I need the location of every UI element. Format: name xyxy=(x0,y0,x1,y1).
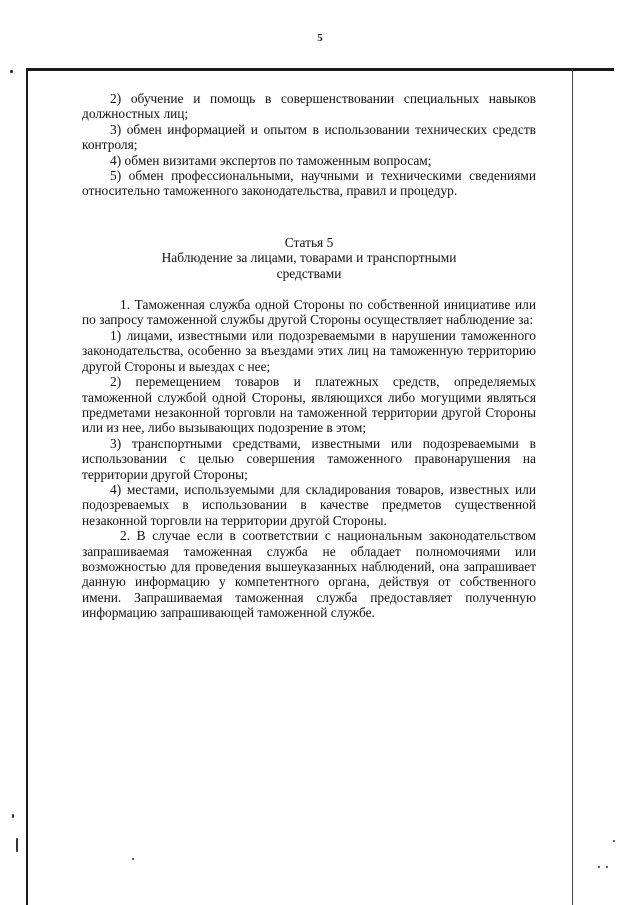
scan-speck xyxy=(10,70,13,73)
frame-right-border xyxy=(572,68,573,905)
scan-speck xyxy=(606,866,608,868)
frame-left-border xyxy=(26,68,28,905)
scan-speck xyxy=(598,866,600,868)
paragraph-1-item: 4) местами, используемыми для складирования товаров, известных или подозреваемых в использовании в качестве предметов существенной незаконной торговли на территории другой Стороны. xyxy=(82,481,536,528)
list-item: 5) обмен профессиональными, научными и техническими сведениями относительно таможенного законодательства, правил и процедур. xyxy=(82,168,536,199)
scan-speck xyxy=(132,858,134,860)
document-body xyxy=(82,91,536,621)
list-item: 2) обучение и помощь в совершенствовании специальных навыков должностных лиц; xyxy=(82,91,536,122)
paragraph-2: 2. В случае если в соответствии с национальным законодательством запрашиваемая таможенная служба не обладает полномочиями или возможностью для проведения вышеуказанных наблюдений, она запрашивает данную информацию у компетентного органа, действуя от собственного имени. Запрашиваемая таможенная служба предоставляет полученную информацию запрашивающей таможенной службе. xyxy=(82,528,536,621)
paragraph-1-item: 3) транспортными средствами, известными или подозреваемыми в использовании с целью совершения таможенного правонарушения на территории другой Стороны; xyxy=(82,435,536,482)
article-number: Статья 5 xyxy=(284,234,334,250)
list-item: 4) обмен визитами экспертов по таможенным вопросам; xyxy=(110,152,432,168)
paragraph-1-item: 2) перемещением товаров и платежных средств, определяемых таможенной службой одной Стороны, являющихся либо могущими являться предметами незаконной торговли на таможенной территории другой Стороны или из нее, либо вызывающих подозрение в этом; xyxy=(82,374,536,436)
list-item: 3) обмен информацией и опытом в использовании технических средств контроля; xyxy=(82,121,536,153)
paragraph-1-item: 1) лицами, известными или подозреваемыми в нарушении таможенного законодательства, особенно за въездами этих лиц на таможенную территорию другой Стороны и выездах с нее; xyxy=(82,327,536,374)
frame-top-border xyxy=(26,68,614,71)
scan-speck xyxy=(613,840,615,842)
page-number: 5 xyxy=(317,32,323,44)
article-title-line: средствами xyxy=(276,265,342,281)
scan-speck xyxy=(16,838,18,852)
scan-speck xyxy=(12,814,14,818)
article-title-line: Наблюдение за лицами, товарами и транспортными xyxy=(161,250,457,266)
paragraph-1-intro: 1. Таможенная служба одной Стороны по собственной инициативе или по запросу таможенной службы другой Стороны осуществляет наблюдение за: xyxy=(82,297,536,328)
